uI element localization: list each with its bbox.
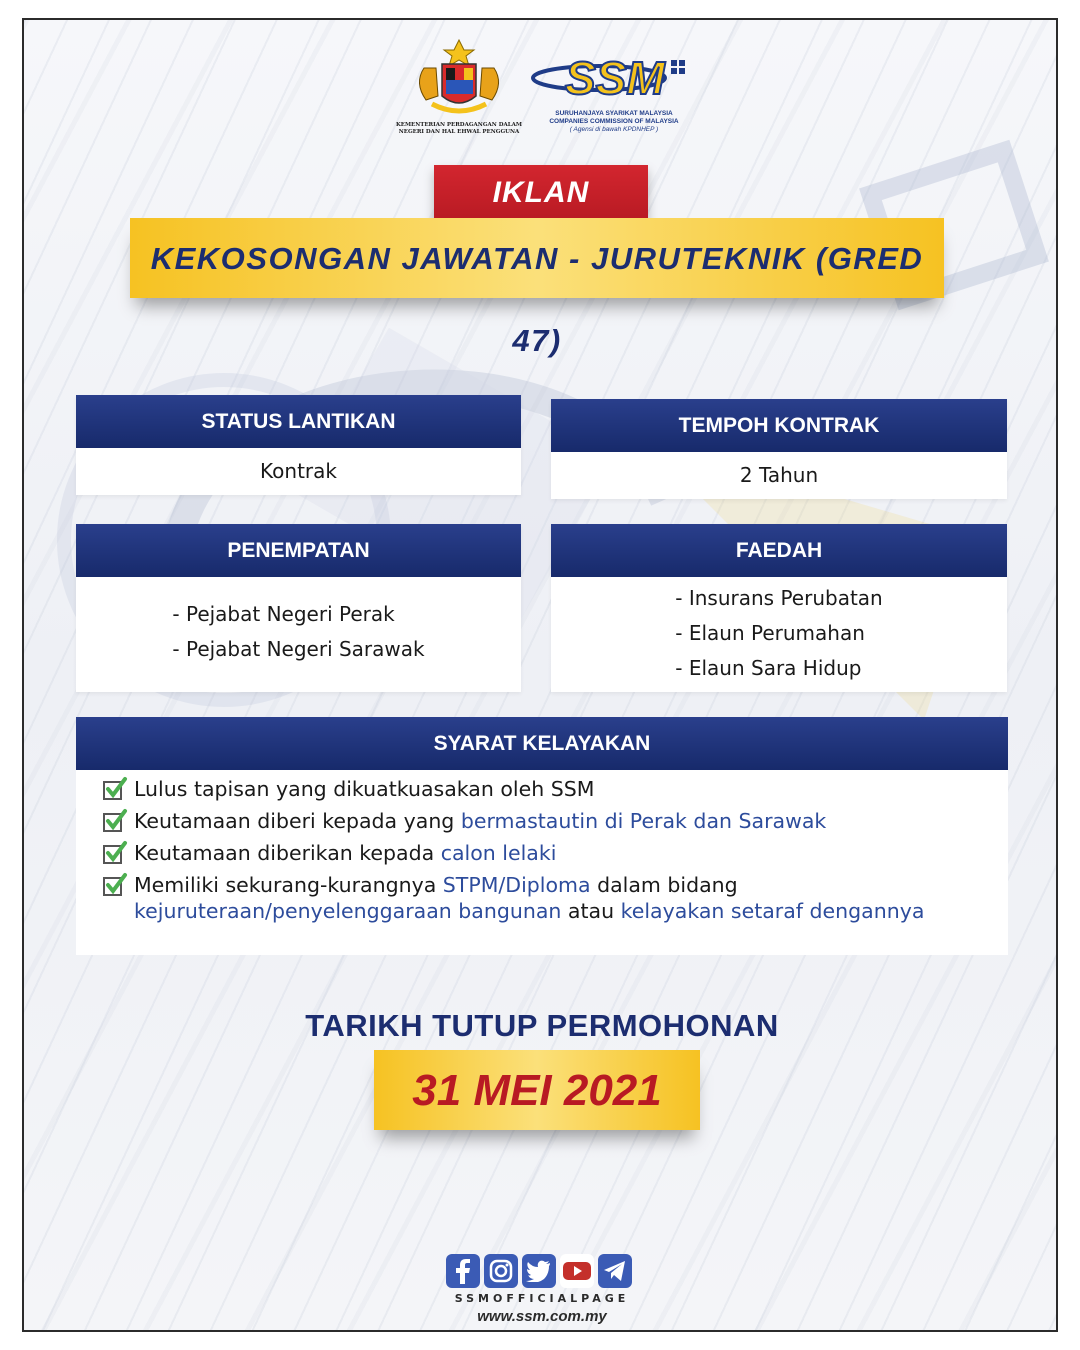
requirement-item — [102, 776, 1008, 802]
requirements-card — [76, 717, 1008, 955]
requirement-item — [102, 808, 1008, 834]
contract-heading: TEMPOH KONTRAK — [551, 399, 1007, 452]
checkbox-tick-icon — [102, 840, 128, 866]
ssm-logo-text: SSM — [565, 52, 665, 104]
checkbox-tick-icon — [102, 872, 128, 898]
facebook-icon[interactable] — [446, 1254, 480, 1288]
closing-date: 31 MEI 2021 — [374, 1050, 700, 1130]
requirement-text: atau — [561, 899, 621, 923]
ssm-logo-mark — [529, 48, 699, 110]
requirement-highlight: kelayakan setaraf dengannya — [620, 899, 925, 923]
requirement-text: Keutamaan diberikan kepada — [134, 841, 441, 865]
placement-heading: PENEMPATAN — [76, 524, 521, 577]
checkbox-tick-icon — [102, 808, 128, 834]
list-item: - Insurans Perubatan — [675, 586, 883, 610]
ad-label: IKLAN — [434, 165, 648, 221]
list-item: - Pejabat Negeri Perak — [172, 602, 395, 626]
requirement-highlight: calon lelaki — [440, 841, 557, 865]
requirement-item — [102, 840, 1008, 866]
benefits-list — [675, 577, 882, 686]
youtube-icon[interactable] — [560, 1254, 594, 1288]
benefits-card — [551, 524, 1007, 692]
requirement-text: Memiliki sekurang-kurangnya — [134, 873, 443, 897]
contract-value: 2 Tahun — [739, 463, 819, 487]
requirement-item — [102, 872, 1008, 924]
requirement-highlight: kejuruteraan/penyelenggaraan bangunan — [134, 899, 562, 923]
website-link[interactable]: www.ssm.com.my — [477, 1308, 607, 1325]
ministry-caption: KEMENTERIAN PERDAGANGAN DALAM NEGERI DAN HAL EHWAL PENGGUNA — [395, 122, 522, 135]
page-title: KEKOSONGAN JAWATAN - JURUTEKNIK (GRED 47) — [130, 218, 944, 298]
requirement-highlight: STPM/Diploma — [442, 873, 591, 897]
ssm-name-english: COMPANIES COMMISSION OF MALAYSIA — [549, 118, 679, 125]
list-item: - Elaun Sara Hidup — [675, 656, 862, 680]
twitter-icon[interactable] — [522, 1254, 556, 1288]
status-card — [76, 395, 521, 495]
placement-card — [76, 524, 521, 692]
telegram-icon[interactable] — [598, 1254, 632, 1288]
ssm-logo — [529, 48, 699, 134]
status-heading: STATUS LANTIKAN — [76, 395, 521, 448]
requirement-text: Lulus tapisan yang dikuatkuasakan oleh SSM — [134, 777, 595, 801]
requirements-heading: SYARAT KELAYAKAN — [76, 717, 1008, 770]
benefits-heading: FAEDAH — [551, 524, 1007, 577]
ssm-agency-note: ( Agensi di bawah KPDNHEP ) — [569, 126, 659, 133]
poster-frame — [22, 18, 1058, 1332]
instagram-icon[interactable] — [484, 1254, 518, 1288]
ssm-name-malay: SURUHANJAYA SYARIKAT MALAYSIA — [555, 110, 673, 117]
requirement-text: Keutamaan diberi kepada yang — [134, 809, 461, 833]
social-links — [446, 1254, 632, 1288]
coat-of-arms-icon — [404, 38, 514, 120]
contract-card — [551, 399, 1007, 499]
placement-list — [172, 577, 424, 667]
list-item: - Pejabat Negeri Sarawak — [172, 637, 425, 661]
requirement-text: dalam bidang — [590, 873, 738, 897]
ministry-logo — [384, 38, 534, 136]
social-handle: SSMOFFICIALPAGE — [454, 1292, 630, 1305]
list-item: - Elaun Perumahan — [675, 621, 865, 645]
checkbox-tick-icon — [102, 776, 128, 802]
status-value: Kontrak — [260, 459, 337, 483]
requirement-highlight: bermastautin di Perak dan Sarawak — [460, 809, 827, 833]
closing-date-label: TARIKH TUTUP PERMOHONAN — [305, 1008, 779, 1043]
